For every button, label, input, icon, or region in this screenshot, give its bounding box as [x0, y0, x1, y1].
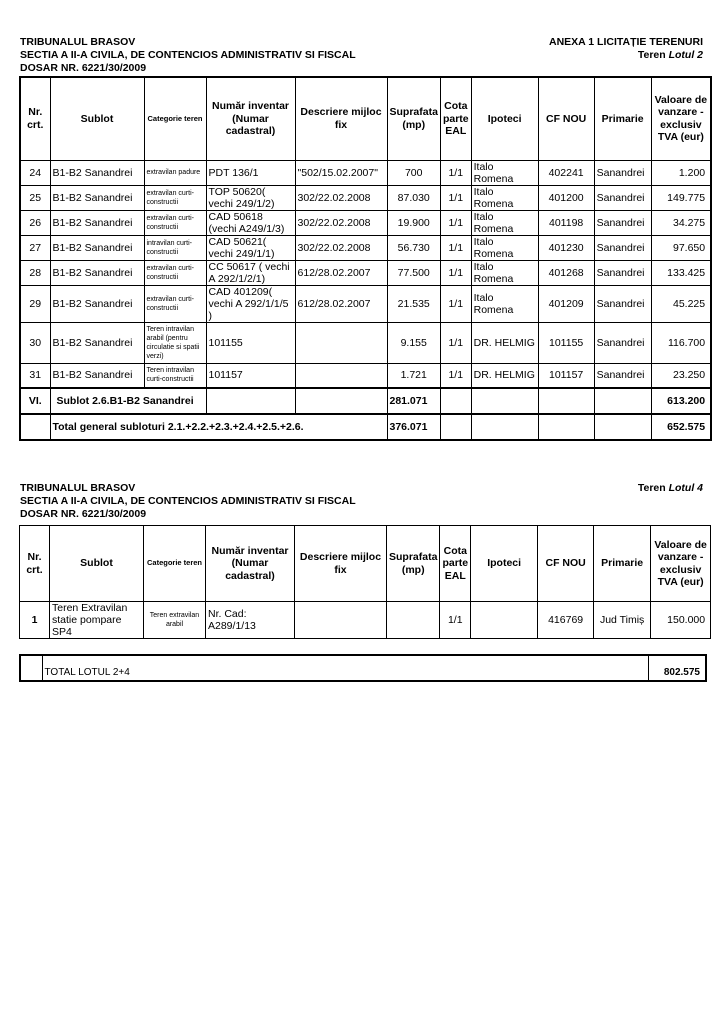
empty-cell: [440, 414, 471, 440]
cell-valoare: 150.000: [651, 602, 711, 639]
cell-categorie: extravilan curti-constructii: [144, 260, 206, 285]
table-row: [20, 602, 711, 639]
cell-cf: 401200: [538, 185, 594, 210]
cell-descriere: [295, 602, 387, 639]
court-name: TRIBUNALUL BRASOV: [20, 36, 136, 48]
col-suprafata: Suprafata (mp): [387, 526, 440, 602]
section1-header-right: [549, 36, 703, 62]
case-number: DOSAR NR. 6221/30/2009: [20, 508, 147, 520]
final-total-label: TOTAL LOTUL 2+4: [42, 655, 648, 681]
cell-inventar: CAD 50618 (vechi A249/1/3): [206, 210, 295, 235]
cell-cota: 1/1: [440, 285, 471, 322]
table-row: [20, 235, 711, 260]
cell-primarie: Sanandrei: [594, 235, 651, 260]
cell-cf: 401209: [538, 285, 594, 322]
cell-nr: 1: [20, 602, 50, 639]
cell-cota: 1/1: [440, 235, 471, 260]
cell-primarie: Sanandrei: [594, 363, 651, 388]
cell-sublot: B1-B2 Sanandrei: [50, 185, 144, 210]
cell-inventar: CAD 50621( vechi 249/1/1): [206, 235, 295, 260]
col-inventar: Număr inventar (Numar cadastral): [206, 77, 295, 160]
cell-primarie: Sanandrei: [594, 185, 651, 210]
general-total-label: Total general subloturi 2.1.+2.2.+2.3.+2.4.+2.5.+2.6.: [50, 414, 387, 440]
cell-valoare: 133.425: [651, 260, 711, 285]
cell-sublot: B1-B2 Sanandrei: [50, 285, 144, 322]
cell-suprafata: [387, 602, 440, 639]
general-total-suprafata: 376.071: [387, 414, 440, 440]
empty-cell: [538, 414, 594, 440]
cell-inventar: TOP 50620( vechi 249/1/2): [206, 185, 295, 210]
table-row: [20, 210, 711, 235]
cell-primarie: Sanandrei: [594, 285, 651, 322]
court-section: SECTIA A II-A CIVILA, DE CONTENCIOS ADMINISTRATIV SI FISCAL: [20, 495, 356, 507]
col-valoare: Valoare de vanzare - exclusiv TVA (eur): [651, 526, 711, 602]
cell-sublot: Teren Extravilan statie pompare SP4: [50, 602, 144, 639]
cell-descriere: 302/22.02.2008: [295, 185, 387, 210]
cell-cota: 1/1: [440, 210, 471, 235]
cell-cf: 101155: [538, 322, 594, 363]
col-suprafata: Suprafata (mp): [387, 77, 440, 160]
cell-categorie: extravilan curti-constructii: [144, 210, 206, 235]
cell-descriere: [295, 363, 387, 388]
cell-ipoteci: Italo Romena: [471, 160, 538, 185]
court-name: TRIBUNALUL BRASOV: [20, 482, 136, 494]
cell-cf: 401198: [538, 210, 594, 235]
cell-descriere: 612/28.02.2007: [295, 260, 387, 285]
cell-valoare: 1.200: [651, 160, 711, 185]
cell-sublot: B1-B2 Sanandrei: [50, 322, 144, 363]
cell-primarie: Sanandrei: [594, 210, 651, 235]
cell-descriere: "502/15.02.2007": [295, 160, 387, 185]
cell-suprafata: 87.030: [387, 185, 440, 210]
cell-descriere: 612/28.02.2007: [295, 285, 387, 322]
cell-sublot: B1-B2 Sanandrei: [50, 160, 144, 185]
subtotal-nr: VI.: [20, 388, 50, 414]
empty-cell: [206, 388, 295, 414]
cell-primarie: Sanandrei: [594, 322, 651, 363]
col-nr: Nr. crt.: [20, 526, 50, 602]
cell-inventar: CC 50617 ( vechi A 292/1/2/1): [206, 260, 295, 285]
cell-suprafata: 9.155: [387, 322, 440, 363]
cell-suprafata: 77.500: [387, 260, 440, 285]
cell-nr: 25: [20, 185, 50, 210]
col-cota: Cota parte EAL: [440, 526, 471, 602]
table-row: [20, 260, 711, 285]
table-row: [20, 185, 711, 210]
cell-suprafata: 21.535: [387, 285, 440, 322]
col-cf: CF NOU: [538, 526, 594, 602]
empty-cell: [295, 388, 387, 414]
cell-inventar: Nr. Cad: A289/1/13: [206, 602, 295, 639]
empty-cell: [594, 414, 651, 440]
cell-descriere: 302/22.02.2008: [295, 210, 387, 235]
general-total-valoare: 652.575: [651, 414, 711, 440]
cell-primarie: Jud Timiș: [594, 602, 651, 639]
cell-sublot: B1-B2 Sanandrei: [50, 235, 144, 260]
col-descriere: Descriere mijloc fix: [295, 77, 387, 160]
col-nr: Nr. crt.: [20, 77, 50, 160]
col-sublot: Sublot: [50, 77, 144, 160]
col-ipoteci: Ipoteci: [471, 77, 538, 160]
cell-cota: 1/1: [440, 363, 471, 388]
cell-cota: 1/1: [440, 602, 471, 639]
section1-header-left: [20, 36, 356, 75]
cell-suprafata: 56.730: [387, 235, 440, 260]
col-inventar: Număr inventar (Numar cadastral): [206, 526, 295, 602]
cell-inventar: 101157: [206, 363, 295, 388]
cell-primarie: Sanandrei: [594, 160, 651, 185]
cell-nr: 31: [20, 363, 50, 388]
cell-sublot: B1-B2 Sanandrei: [50, 210, 144, 235]
col-cota: Cota parte EAL: [440, 77, 471, 160]
col-ipoteci: Ipoteci: [471, 526, 538, 602]
cell-valoare: 149.775: [651, 185, 711, 210]
annex-title: ANEXA 1 LICITAȚIE TERENURI: [548, 36, 703, 48]
subtotal-label: Sublot 2.6.B1-B2 Sanandrei: [50, 388, 206, 414]
col-cf: CF NOU: [538, 77, 594, 160]
cell-cota: 1/1: [440, 322, 471, 363]
cell-nr: 28: [20, 260, 50, 285]
empty-cell: [440, 388, 471, 414]
cell-cf: 416769: [538, 602, 594, 639]
col-categorie: Categorie teren: [144, 77, 206, 160]
cell-categorie: intravilan curti-constructii: [144, 235, 206, 260]
col-valoare: Valoare de vanzare - exclusiv TVA (eur): [651, 77, 711, 160]
court-section: SECTIA A II-A CIVILA, DE CONTENCIOS ADMINISTRATIV SI FISCAL: [20, 49, 356, 61]
subtotal-row: [20, 388, 711, 414]
section2-header-left: [20, 482, 356, 521]
cell-nr: 26: [20, 210, 50, 235]
table-header-row: [20, 77, 711, 160]
cell-ipoteci: DR. HELMIG: [471, 322, 538, 363]
cell-descriere: 302/22.02.2008: [295, 235, 387, 260]
lot-name: Lotul 2: [668, 49, 703, 61]
cell-categorie: Teren extravilan arabil: [144, 602, 206, 639]
cell-valoare: 116.700: [651, 322, 711, 363]
cell-cf: 101157: [538, 363, 594, 388]
cell-ipoteci: Italo Romena: [471, 185, 538, 210]
lot-label: Teren Lotul 4: [637, 482, 703, 494]
empty-cell: [471, 388, 538, 414]
cell-valoare: 97.650: [651, 235, 711, 260]
cell-primarie: Sanandrei: [594, 260, 651, 285]
cell-inventar: PDT 136/1: [206, 160, 295, 185]
case-number: DOSAR NR. 6221/30/2009: [20, 62, 147, 74]
cell-cota: 1/1: [440, 260, 471, 285]
table-row: [20, 160, 711, 185]
cell-cota: 1/1: [440, 185, 471, 210]
cell-ipoteci: [471, 602, 538, 639]
col-descriere: Descriere mijloc fix: [295, 526, 387, 602]
table-row: [20, 363, 711, 388]
cell-inventar: 101155: [206, 322, 295, 363]
col-primarie: Primarie: [594, 77, 651, 160]
table-row: [20, 322, 711, 363]
cell-cf: 402241: [538, 160, 594, 185]
cell-ipoteci: Italo Romena: [471, 285, 538, 322]
cell-valoare: 23.250: [651, 363, 711, 388]
lot4-table: [19, 525, 711, 639]
empty-cell: [471, 414, 538, 440]
section2-header-right: [638, 482, 703, 495]
cell-cota: 1/1: [440, 160, 471, 185]
cell-valoare: 45.225: [651, 285, 711, 322]
col-primarie: Primarie: [594, 526, 651, 602]
cell-cf: 401268: [538, 260, 594, 285]
lot2-table: [19, 76, 712, 441]
cell-sublot: B1-B2 Sanandrei: [50, 363, 144, 388]
empty-cell: [538, 388, 594, 414]
subtotal-valoare: 613.200: [651, 388, 711, 414]
cell-descriere: [295, 322, 387, 363]
cell-ipoteci: Italo Romena: [471, 210, 538, 235]
cell-ipoteci: Italo Romena: [471, 260, 538, 285]
cell-inventar: CAD 401209( vechi A 292/1/1/5 ): [206, 285, 295, 322]
cell-nr: 24: [20, 160, 50, 185]
empty-cell: [20, 655, 42, 681]
general-total-row: [20, 414, 711, 440]
cell-nr: 27: [20, 235, 50, 260]
table-header-row: [20, 526, 711, 602]
cell-suprafata: 1.721: [387, 363, 440, 388]
subtotal-suprafata: 281.071: [387, 388, 440, 414]
cell-nr: 30: [20, 322, 50, 363]
cell-categorie: extravilan curti-constructii: [144, 185, 206, 210]
cell-cf: 401230: [538, 235, 594, 260]
col-categorie: Categorie teren: [144, 526, 206, 602]
final-total-row: [20, 655, 706, 681]
cell-categorie: Teren intravilan arabil (pentru circulatie si spatii verzi): [144, 322, 206, 363]
cell-nr: 29: [20, 285, 50, 322]
cell-ipoteci: DR. HELMIG: [471, 363, 538, 388]
lot-label: Teren Lotul 2: [637, 49, 703, 61]
cell-suprafata: 19.900: [387, 210, 440, 235]
cell-categorie: extravilan padure: [144, 160, 206, 185]
empty-cell: [594, 388, 651, 414]
final-total-table: [19, 654, 707, 682]
cell-sublot: B1-B2 Sanandrei: [50, 260, 144, 285]
cell-suprafata: 700: [387, 160, 440, 185]
final-total-valoare: 802.575: [648, 655, 706, 681]
empty-cell: [20, 414, 50, 440]
table-row: [20, 285, 711, 322]
col-sublot: Sublot: [50, 526, 144, 602]
lot-name: Lotul 4: [668, 482, 703, 494]
cell-ipoteci: Italo Romena: [471, 235, 538, 260]
cell-valoare: 34.275: [651, 210, 711, 235]
cell-categorie: Teren intravilan curti-constructii: [144, 363, 206, 388]
cell-categorie: extravilan curti-constructii: [144, 285, 206, 322]
